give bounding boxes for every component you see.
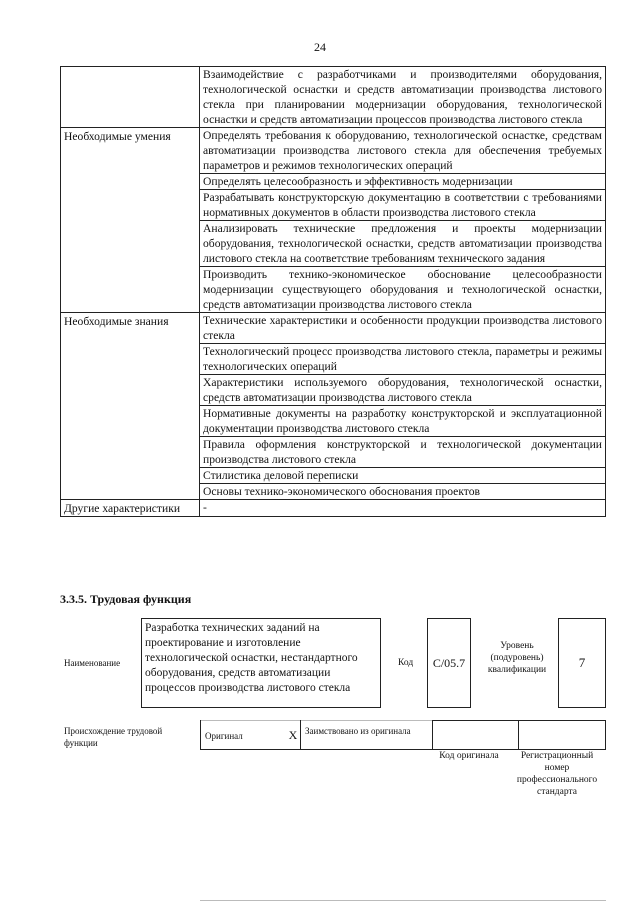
original-mark: X: [288, 727, 298, 742]
table-row: [61, 313, 606, 344]
row-item: Взаимодействие с разработчиками и производителями оборудования, технологической оснастки и средств автоматизации производства листового стекла при планировании модернизации оборудования, технологической оснастки и средств автоматизации процессов производства листового стекла: [200, 67, 606, 128]
row-item: Анализировать технические предложения и проекты модернизации оборудования, технологической оснастки, средств автоматизации производства листового стекла на соответствие требованиям технического задания: [200, 221, 606, 267]
row-item: Основы технико-экономического обоснования проектов: [200, 484, 606, 500]
row-item: Производить технико-экономическое обоснование целесообразности модернизации существующего оборудования и технологической оснастки, средств автоматизации производства листового стекла: [200, 267, 606, 313]
row-item: Характеристики используемого оборудования, технологической оснастки, средств автоматизации производства листового стекла: [200, 375, 606, 406]
row-label: [61, 67, 200, 128]
row-label: Другие характеристики: [61, 500, 200, 517]
row-item: Правила оформления конструкторской и технологической документации производства листового стекла: [200, 437, 606, 468]
borrowed-label: Заимствовано из оригинала: [300, 720, 432, 750]
requirements-table: [60, 66, 606, 517]
origin-label: Происхождение трудовой функции: [64, 726, 163, 748]
row-item: Разрабатывать конструкторскую документацию в соответствии с требованиями нормативных документов в области производства листового стекла: [200, 190, 606, 221]
level-label: Уровень (подуровень) квалификации: [487, 641, 547, 675]
caption-registration-number: Регистрационный номер профессионального стандарта: [516, 751, 598, 797]
caption-original-code: Код оригинала: [439, 751, 499, 761]
code-label: Код: [398, 658, 414, 668]
row-item: Стилистика деловой переписки: [200, 468, 606, 484]
table-row: [61, 500, 606, 517]
original-code-cell: [432, 720, 518, 750]
level-value: 7: [558, 618, 606, 708]
name-label: Наименование: [64, 658, 121, 668]
labor-function-row: [60, 618, 606, 708]
original-label: Оригинал: [200, 720, 286, 750]
origin-row: [60, 720, 606, 750]
table-row: [61, 128, 606, 174]
row-item: Технические характеристики и особенности продукции производства листового стекла: [200, 313, 606, 344]
function-name-value: Разработка технических заданий на проектирование и изготовление технологической оснастки, нестандартного оборудования, средств автоматизации процессов производства листового стекла: [141, 618, 381, 708]
table-row: [61, 67, 606, 128]
registration-number-cell: [518, 720, 606, 750]
origin-table: [200, 720, 606, 750]
row-item: Определять целесообразность и эффективность модернизации: [200, 174, 606, 190]
row-label: Необходимые знания: [61, 313, 200, 500]
section-heading: 3.3.5. Трудовая функция: [60, 592, 192, 606]
footer-rule: [200, 900, 606, 901]
row-label: Необходимые умения: [61, 128, 200, 313]
row-item: Нормативные документы на разработку конструкторской и эксплуатационной документации производства листового стекла: [200, 406, 606, 437]
function-code-value: C/05.7: [427, 618, 471, 708]
row-item: Технологический процесс производства листового стекла, параметры и режимы технологических операций: [200, 344, 606, 375]
page-number: 24: [314, 40, 326, 54]
row-item: Определять требования к оборудованию, технологической оснастке, средствам автоматизации производства листового стекла для обеспечения требуемых параметров и режимов технологических операций: [200, 128, 606, 174]
row-item: -: [200, 500, 606, 517]
